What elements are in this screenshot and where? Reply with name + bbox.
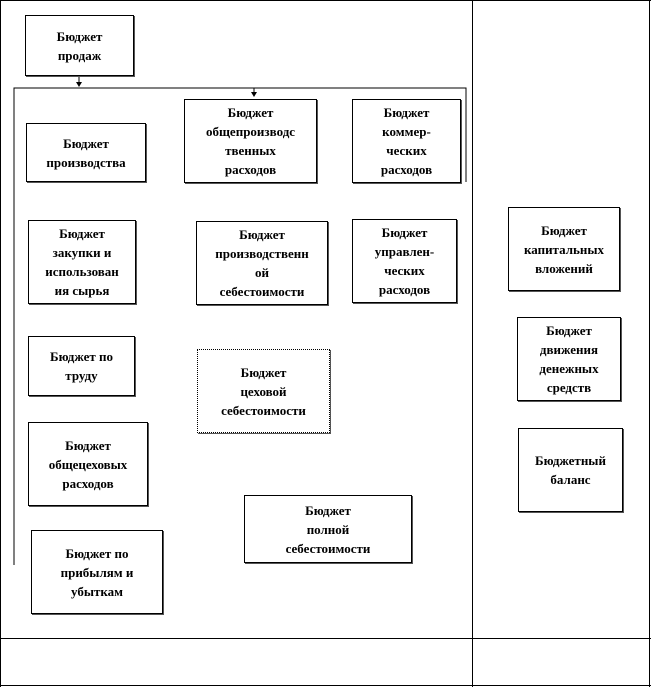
balance-sheet-budget-label: Бюджетный баланс bbox=[535, 453, 606, 487]
overhead-budget-label: Бюджет общепроизводс твенных расходов bbox=[205, 105, 296, 177]
production-cost-budget-box bbox=[196, 221, 328, 305]
balance-sheet-budget-box bbox=[518, 428, 623, 512]
shop-overhead-budget-box bbox=[28, 422, 148, 506]
sales-arrow-icon bbox=[76, 82, 82, 87]
production-cost-budget-label: Бюджет производственн ой себестоимости bbox=[215, 227, 309, 299]
shop-overhead-budget-label: Бюджет общецеховых расходов bbox=[48, 437, 128, 491]
capex-budget-box bbox=[508, 207, 620, 291]
sales-budget-label: Бюджет продаж bbox=[56, 28, 103, 63]
admin-expenses-budget-label: Бюджет управлен- ческих расходов bbox=[374, 225, 435, 297]
full-cost-budget-label: Бюджет полной себестоимости bbox=[285, 502, 371, 556]
profit-loss-budget-label: Бюджет по прибылям и убыткам bbox=[60, 545, 134, 599]
labor-budget-label: Бюджет по труду bbox=[49, 349, 113, 383]
shop-cost-budget-box bbox=[197, 349, 330, 433]
labor-budget-box bbox=[28, 336, 135, 396]
commercial-expenses-budget-box bbox=[352, 99, 461, 183]
sales-budget-box bbox=[25, 15, 134, 76]
capex-budget-label: Бюджет капитальных вложений bbox=[523, 222, 605, 276]
production-budget-label: Бюджет производства bbox=[46, 135, 126, 170]
cashflow-budget-box bbox=[517, 317, 621, 401]
materials-budget-label: Бюджет закупки и использован ия сырья bbox=[45, 226, 119, 298]
admin-expenses-budget-box bbox=[352, 219, 457, 303]
commercial-expenses-budget-label: Бюджет коммер- ческих расходов bbox=[380, 105, 433, 177]
full-cost-budget-box bbox=[244, 495, 412, 563]
materials-budget-box bbox=[28, 220, 136, 304]
profit-loss-budget-box bbox=[31, 530, 163, 614]
overhead-arrow-icon bbox=[251, 92, 257, 97]
shop-cost-budget-label: Бюджет цеховой себестоимости bbox=[221, 364, 306, 418]
production-budget-box bbox=[26, 123, 146, 182]
overhead-budget-box bbox=[184, 99, 317, 183]
cashflow-budget-label: Бюджет движения денежных средств bbox=[539, 323, 599, 395]
